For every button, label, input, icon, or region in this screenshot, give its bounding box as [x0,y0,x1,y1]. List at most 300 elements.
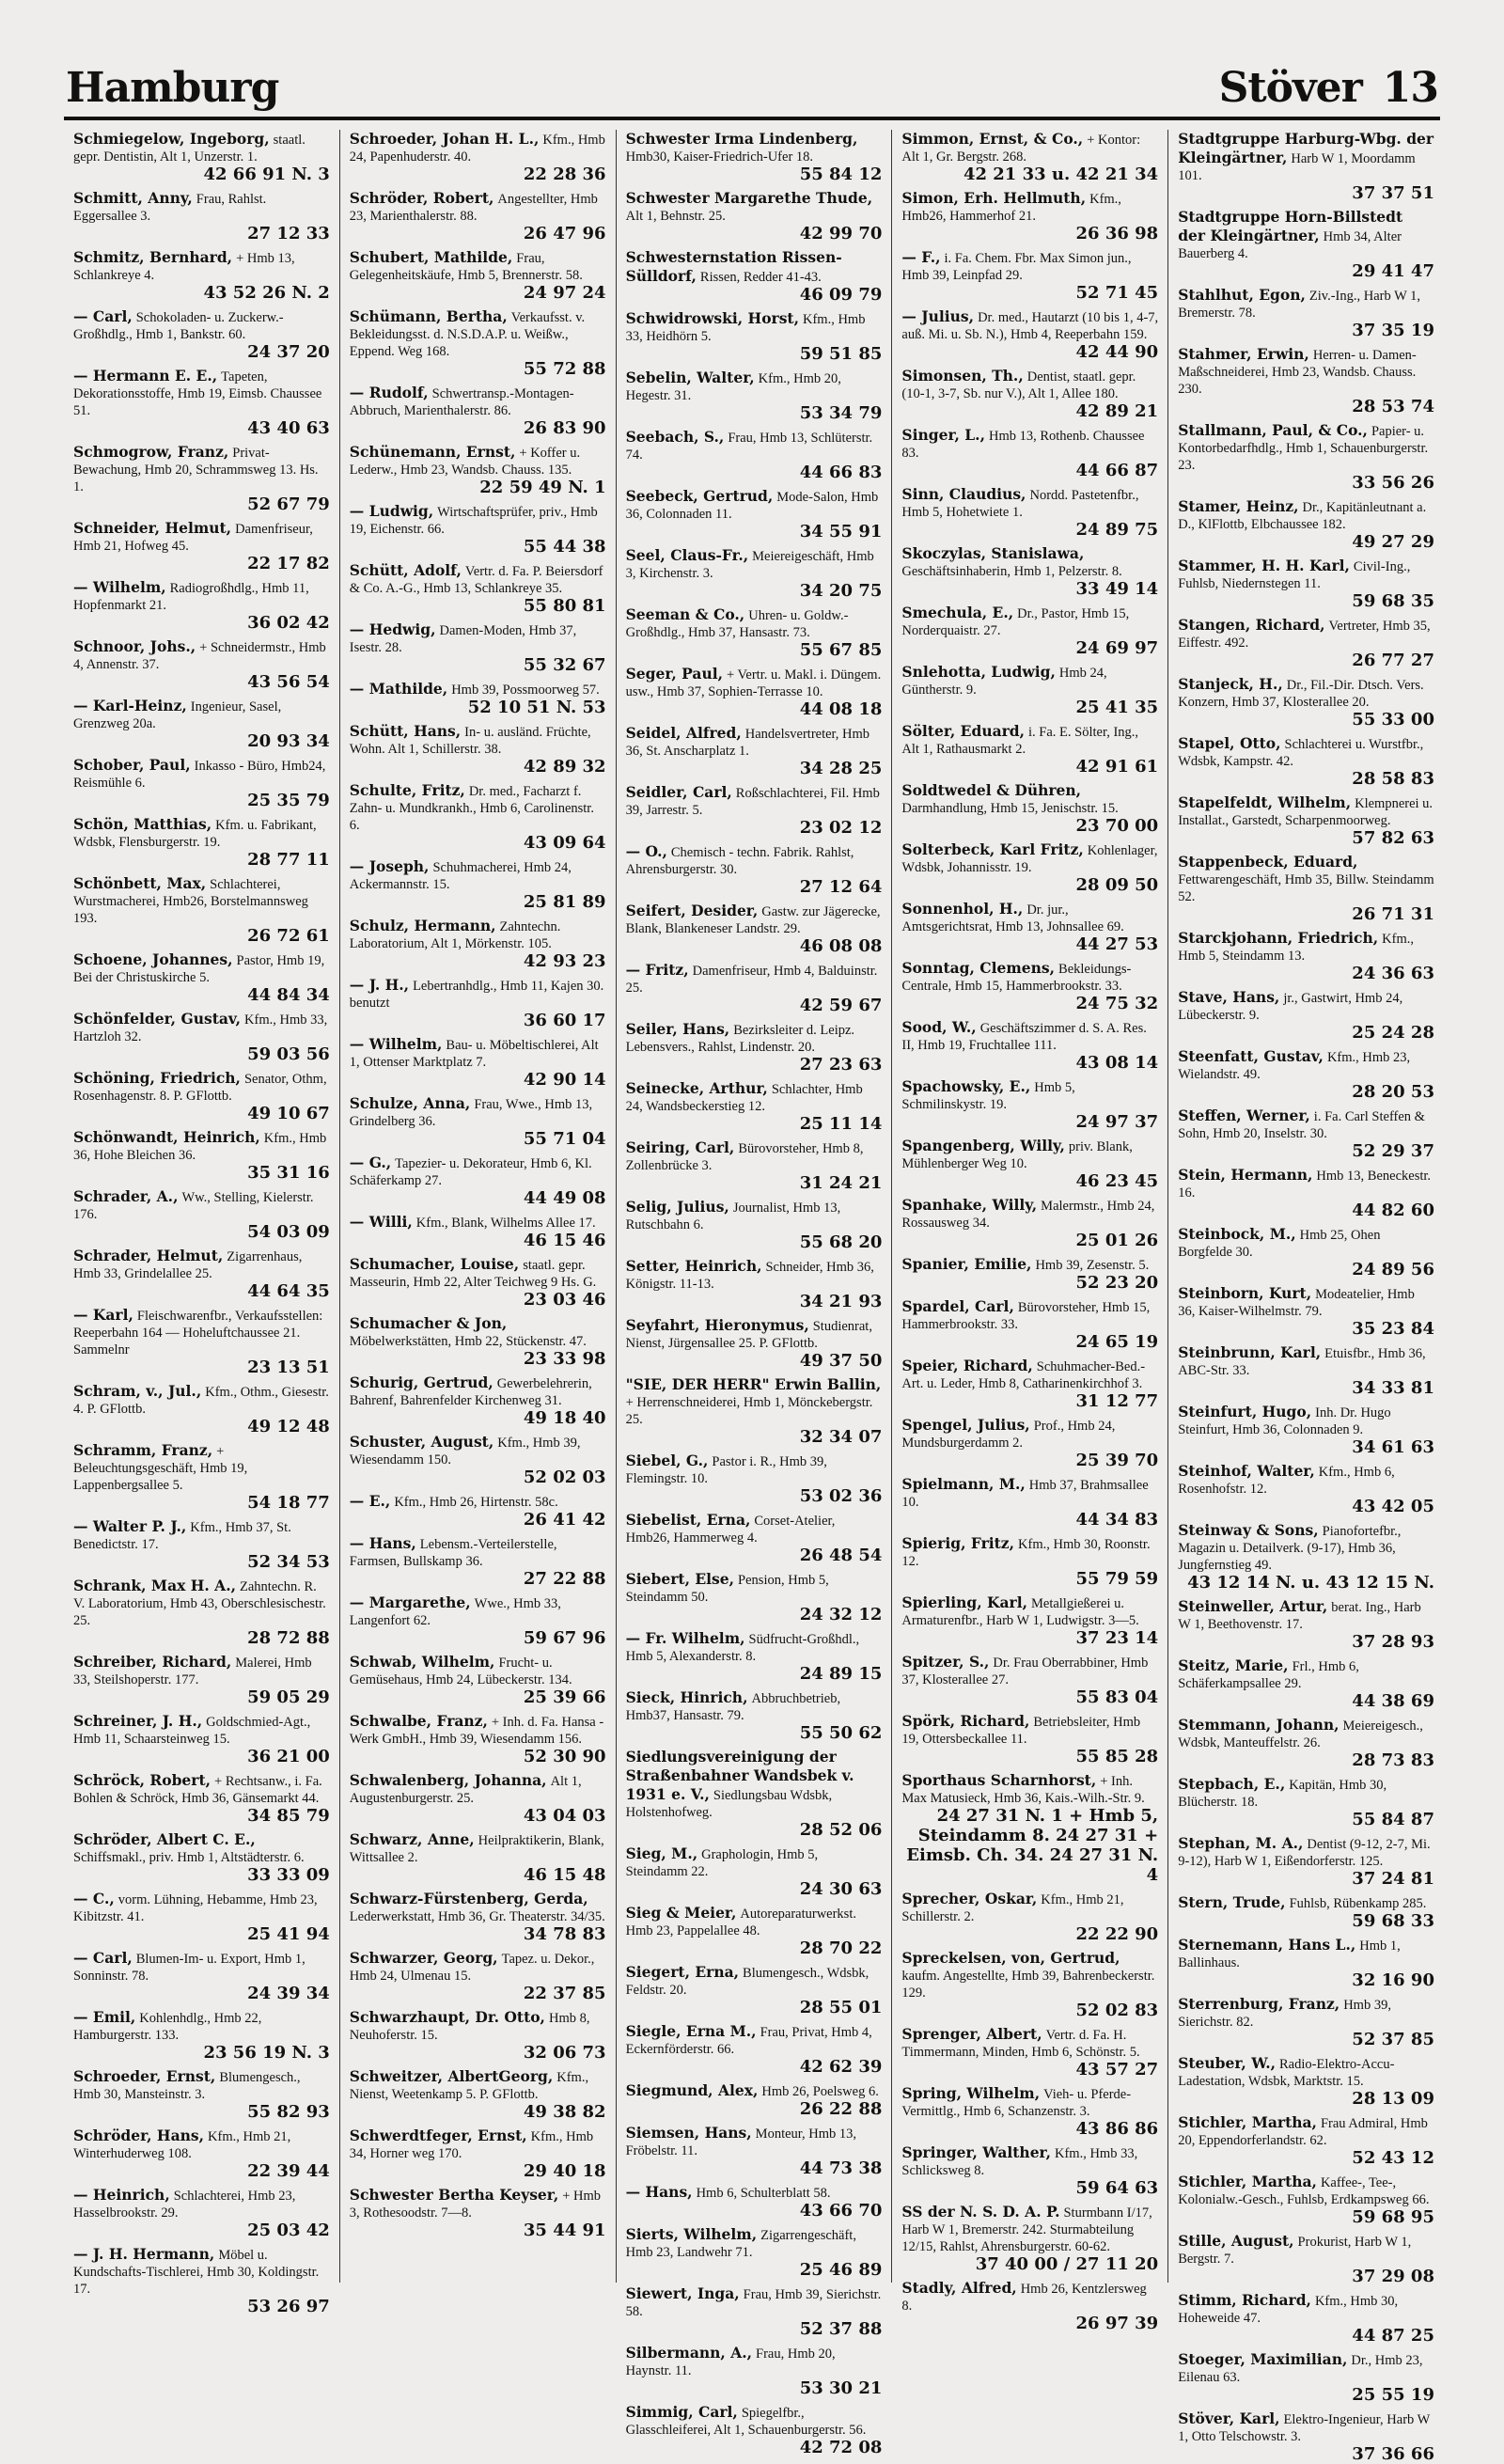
directory-entry [901,1712,1158,1766]
entry-name: Siebert, Else, [625,1570,735,1588]
directory-entry [1178,345,1434,416]
entry-phone: 26 41 42 [523,1510,606,1530]
directory-entry [626,1748,883,1840]
directory-entry [1178,616,1434,670]
entry-name: Steitz, Marie, [1178,1656,1289,1674]
entry-description: Dentist, staatl. gepr. (10-1, 3-7, Sb. nur V.), Alt 1, Allee 180. [901,369,1136,401]
entry-phone: 35 44 91 [523,2221,606,2240]
entry-phone: 55 67 85 [799,640,883,660]
entry-name: Stadtgruppe Horn-Billstedt der Kleingärtner, [1178,208,1403,244]
entry-name: — Ludwig, [349,502,434,520]
entry-phone: 31 12 77 [1075,1391,1159,1411]
directory-column [64,130,340,2316]
entry-description: jr., Gastwirt, Hmb 24, Lübeckerstr. 9. [1178,991,1403,1023]
directory-entry [73,519,330,573]
entry-name: Schröck, Robert, [73,1771,212,1789]
directory-entry [901,2025,1158,2079]
entry-name: Sood, W., [901,1018,977,1036]
entry-description: Damenfriseur, Hmb 21, Hofweg 45. [73,522,313,554]
directory-entry [1178,1597,1434,1652]
entry-phone: 43 86 86 [1075,2119,1159,2139]
entry-name: Schroeder, Ernst, [73,2067,216,2085]
entry-description: + Hmb 3, Rothesoodstr. 7—8. [349,2189,602,2221]
directory-entry [901,1534,1158,1589]
entry-description: Frucht- u. Gemüsehaus, Hmb 24, Lübeckerstr. 134. [349,1656,572,1687]
directory-entry [901,426,1158,480]
entry-name: Seidel, Alfred, [625,724,742,742]
entry-description: Harb W 1, Moordamm 101. [1178,151,1416,183]
entry-phone: 42 66 91 N. 3 [203,165,330,184]
entry-description: Kfm., Hmb 26, Hirtenstr. 58c. [394,1495,558,1510]
directory-entry [626,1316,883,1371]
directory-entry [73,578,330,633]
entry-phone: 55 79 59 [1075,1569,1159,1589]
entry-phone: 26 48 54 [799,1546,883,1565]
entry-description: staatl. gepr. Masseurin, Hmb 22, Alter Teichweg 9 Hs. G. [349,1258,597,1290]
entry-name: Siemsen, Hans, [625,2124,752,2142]
entry-name: Steinbock, M., [1178,1225,1296,1243]
entry-name: Schwarzer, Georg, [349,1949,498,1967]
entry-name: Schönfelder, Gustav, [73,1010,242,1028]
entry-name: — J. H. Hermann, [73,2245,215,2263]
directory-entry [350,2127,606,2181]
entry-phone: 25 81 89 [523,892,606,912]
entry-phone: 25 01 26 [1075,1231,1159,1250]
directory-entry [1178,1834,1434,1889]
entry-name: Schreiner, J. H., [73,1712,203,1730]
entry-description: Bau- u. Möbeltischlerei, Alt 1, Ottenser Marktplatz 7. [349,1038,599,1070]
entry-name: Stallmann, Paul, & Co., [1178,421,1368,439]
entry-phone: 55 84 12 [799,165,883,184]
entry-name: Schümann, Bertha, [349,307,508,325]
entry-description: kaufm. Angestellte, Hmb 39, Bahrenbeckerstr. 129. [901,1969,1155,2001]
directory-entry [1178,1106,1434,1161]
entry-description: Schneider, Hmb 36, Königstr. 11-13. [625,1260,874,1292]
entry-description: Studienrat, Nienst, Jürgensallee 25. P. GFlottb. [625,1319,872,1351]
directory-entry [1178,1716,1434,1770]
directory-entry [350,1154,606,1208]
entry-phone: 28 52 06 [799,1820,883,1840]
entry-phone: 26 71 31 [1352,904,1434,924]
directory-entry [73,2186,330,2240]
entry-phone: 44 66 83 [799,463,883,482]
entry-phone: 55 84 87 [1352,1810,1434,1829]
entry-name: Steinfurt, Hugo, [1178,1403,1312,1420]
directory-entry [350,1314,606,1369]
directory-entry [73,248,330,303]
directory-entry [73,1653,330,1707]
directory-entry [73,2127,330,2181]
entry-phone: 22 37 85 [523,1984,606,2003]
entry-description: Dr. med., Facharzt f. Zahn- u. Mundkrankh., Hmb 6, Carolinenstr. 6. [349,784,594,833]
entry-description: Hmb 6, Schulterblatt 58. [696,2186,831,2201]
directory-entry [350,248,606,303]
entry-description: Hmb 8, Neuhoferstr. 15. [349,2011,590,2043]
entry-description: Mode-Salon, Hmb 36, Colonnaden 11. [625,490,879,522]
directory-entry [1178,793,1434,848]
entry-description: Handelsvertreter, Hmb 36, St. Anscharplatz 1. [625,727,870,759]
entry-description: Lebensm.-Verteilerstelle, Farmsen, Bullskamp 36. [349,1537,557,1569]
entry-name: — J. H., [349,976,410,994]
entry-name: Stahmer, Erwin, [1178,345,1309,363]
directory-entry [73,2008,330,2063]
directory-entry [626,665,883,719]
entry-description: + Rechtsanw., i. Fa. Bohlen & Schröck, Hmb 36, Gänsemarkt 44. [73,1774,322,1806]
entry-name: Seiring, Carl, [625,1138,735,1156]
directory-entry [350,917,606,971]
directory-entry [1178,497,1434,552]
entry-phone: 23 70 00 [1075,816,1159,836]
entry-description: Radiogroßhdlg., Hmb 11, Hopfenmarkt 21. [73,581,309,613]
entry-phone: 25 41 94 [247,1924,330,1944]
entry-name: Setter, Heinrich, [625,1257,762,1275]
entry-description: Graphologin, Hmb 5, Steindamm 22. [625,1847,819,1879]
entry-name: Schurig, Gertrud, [349,1373,494,1391]
directory-entry [626,724,883,778]
entry-description: Rissen, Redder 41-43. [699,270,822,285]
entry-phone: 55 85 28 [1075,1747,1159,1766]
entry-phone: 42 59 67 [799,996,883,1015]
entry-phone: 23 03 46 [523,1290,606,1310]
entry-name: Seyfahrt, Hieronymus, [625,1316,809,1334]
directory-entry [626,487,883,541]
entry-description: Schuhmacher-Bed.-Art. u. Leder, Hmb 8, Catharinenkirchhof 3. [901,1359,1146,1391]
entry-phone: 52 43 12 [1352,2148,1434,2168]
entry-phone: 43 66 70 [799,2201,883,2221]
entry-description: Kfm., Hmb 21, Schillerstr. 2. [901,1892,1124,1924]
entry-description: Ziv.-Ing., Harb W 1, Bremerstr. 78. [1178,289,1421,321]
entry-description: Malerei, Hmb 33, Steilshoperstr. 177. [73,1656,312,1687]
entry-name: Spardel, Carl, [901,1297,1014,1315]
entry-name: Steinbrunn, Karl, [1178,1343,1322,1361]
directory-entry [350,620,606,675]
entry-phone: 44 64 35 [247,1281,330,1301]
directory-entry [1178,1403,1434,1457]
entry-name: Stichler, Martha, [1178,2173,1317,2190]
entry-phone: 26 83 90 [523,418,606,438]
page-number: 13 [1382,64,1438,112]
directory-entry [350,1830,606,1885]
entry-name: Schwester Margarethe Thude, [625,189,873,207]
entry-description: Kfm., Othm., Giesestr. 4. P. GFlottb. [73,1385,329,1417]
entry-description: + Vertr. u. Makl. i. Düngem. usw., Hmb 37, Sophien-Terrasse 10. [625,667,882,699]
entry-phone: 59 64 63 [1075,2178,1159,2198]
entry-phone: 23 13 51 [247,1358,330,1377]
directory-entry [901,1196,1158,1250]
entry-phone: 43 04 03 [523,1806,606,1826]
entry-phone: 22 17 82 [247,554,330,573]
entry-phone: 25 35 79 [247,791,330,810]
entry-phone: 34 33 81 [1352,1378,1434,1398]
entry-phone: 46 08 08 [799,936,883,956]
entry-description: Frl., Hmb 6, Schäferkampsallee 29. [1178,1659,1359,1691]
directory-entry [626,1963,883,2017]
entry-name: Sieg, M., [625,1844,698,1862]
entry-phone: 24 89 56 [1352,1260,1434,1279]
entry-description: i. Fa. Carl Steffen & Sohn, Hmb 20, Inselstr. 30. [1178,1109,1425,1141]
directory-entry [626,428,883,482]
entry-name: Stammer, H. H. Karl, [1178,557,1350,574]
entry-phone: 28 55 01 [799,1998,883,2017]
entry-phone: 24 65 19 [1075,1332,1159,1352]
entry-name: Siewert, Inga, [625,2284,740,2302]
entry-name: Schwalbe, Franz, [349,1712,488,1730]
entry-phone: 28 58 83 [1352,769,1434,789]
entry-phone: 37 23 14 [1075,1628,1159,1648]
entry-name: Stimm, Richard, [1178,2291,1311,2309]
entry-description: + Koffer u. Lederw., Hmb 23, Wandsb. Chauss. 135. [349,446,581,478]
entry-phone: 43 40 63 [247,418,330,438]
entry-name: Spachowsky, E., [901,1077,1031,1095]
entry-phone: 27 12 33 [247,224,330,243]
directory-entry [350,1035,606,1090]
entry-name: Schubert, Mathilde, [349,248,513,266]
entry-name: — Joseph, [349,857,430,875]
directory-entry [73,1010,330,1064]
entry-description: Radio-Elektro-Accu-Ladestation, Wdsbk, Marktstr. 15. [1178,2057,1395,2089]
entry-phone: 28 72 88 [247,1628,330,1648]
directory-entry [901,1653,1158,1707]
directory-entry [901,130,1158,184]
entry-phone: 24 89 75 [1075,520,1159,540]
entry-phone: 44 08 18 [799,699,883,719]
entry-name: — Walter P. J., [73,1517,187,1535]
entry-name: Schram, v., Jul., [73,1382,202,1400]
entry-description: Kaffee-, Tee-, Kolonialw.-Gesch., Fuhlsb, Erdkampsweg 66. [1178,2175,1430,2207]
entry-name: Schuster, August, [349,1433,494,1451]
entry-name: Stoeger, Maximilian, [1178,2350,1348,2368]
entry-description: Dr., Pastor, Hmb 15, Norderquaistr. 27. [901,606,1130,638]
entry-phone: 28 09 50 [1075,875,1159,895]
entry-name: Schwerdtfeger, Ernst, [349,2127,527,2144]
entry-name: Schweitzer, AlbertGeorg, [349,2067,554,2085]
entry-description: Vertr. d. Fa. P. Beiersdorf & Co. A.-G., Hmb 13, Schlankreye 35. [349,564,603,596]
directory-entry [350,1094,606,1149]
entry-phone: 43 56 54 [247,672,330,692]
entry-name: Seebach, S., [625,428,725,446]
entry-description: Hmb 13, Rothenb. Chaussee 83. [901,429,1145,461]
entry-phone: 42 89 32 [523,757,606,777]
directory-entry [901,1475,1158,1530]
entry-name: Stichler, Martha, [1178,2113,1317,2131]
entry-name: Stephan, M. A., [1178,1834,1304,1852]
entry-description: + Hmb 13, Schlankreye 4. [73,251,295,283]
entry-name: Stapelfeldt, Wilhelm, [1178,793,1352,811]
directory-entry [626,130,883,184]
directory-entry [350,1373,606,1428]
entry-phone: 22 39 44 [247,2161,330,2181]
entry-phone: 26 36 98 [1075,224,1159,243]
entry-description: Kfm., Hmb 21, Winterhuderweg 108. [73,2129,291,2161]
entry-phone: 24 89 15 [799,1664,883,1684]
directory-entry [73,2067,330,2122]
directory-column [892,130,1168,2333]
entry-name: Schmitz, Bernhard, [73,248,233,266]
entry-name: Soldtwedel & Dühren, [901,781,1082,799]
entry-phone: 53 30 21 [799,2378,883,2398]
entry-name: Schumacher & Jon, [349,1314,508,1332]
entry-description: Pianofortefbr., Magazin u. Detailverk. (9-17), Hmb 36, Jungfernstieg 49. [1178,1524,1402,1573]
directory-entry [626,2344,883,2398]
entry-phone: 33 33 09 [247,1865,330,1885]
entry-description: Schwertransp.-Montagen-Abbruch, Marienthalerstr. 86. [349,386,574,418]
directory-entry [626,1844,883,1899]
entry-description: Abbruchbetrieb, Hmb37, Hansastr. 79. [625,1691,841,1723]
entry-name: Stanjeck, H., [1178,675,1283,693]
entry-phone: 49 27 29 [1352,532,1434,552]
entry-description: vorm. Lühning, Hebamme, Hmb 23, Kibitzstr. 41. [73,1892,318,1924]
entry-phone: 34 61 63 [1352,1437,1434,1457]
directory-entry [73,1890,330,1944]
directory-entry [626,1570,883,1624]
entry-description: Kfm., Hmb 33, Hartzloh 32. [73,1012,328,1044]
entry-name: Sterrenburg, Franz, [1178,1995,1340,2013]
directory-entry [73,307,330,362]
directory-entry [626,2225,883,2280]
entry-phone: 33 49 14 [1075,579,1159,599]
directory-entry [350,384,606,438]
entry-name: SS der N. S. D. A. P. [901,2203,1060,2221]
entry-name: Schrank, Max H. A., [73,1577,237,1594]
entry-phone: 24 39 34 [247,1984,330,2003]
directory-entry [1178,1893,1434,1931]
entry-name: Sprenger, Albert, [901,2025,1042,2043]
entry-description: Geschäftszimmer d. S. A. Res. II, Hmb 19, Fruchtallee 111. [901,1021,1147,1053]
entry-description: Dr., Hmb 23, Eilenau 63. [1178,2353,1423,2385]
entry-phone: 22 59 49 N. 1 [479,478,606,497]
entry-description: Meiereigeschäft, Hmb 3, Kirchenstr. 3. [625,549,874,581]
entry-phone: 25 39 66 [523,1687,606,1707]
entry-description: + Inh. Max Matusieck, Hmb 36, Kais.-Wilh.-Str. 9. [901,1774,1145,1806]
directory-entry [73,1949,330,2003]
directory-entry [73,815,330,870]
entry-description: Frau, Privat, Hmb 4, Eckernförderstr. 66. [625,2025,872,2057]
entry-name: Sporthaus Scharnhorst, [901,1771,1097,1789]
entry-phone: 28 13 09 [1352,2089,1434,2109]
entry-name: — G., [349,1154,392,1171]
entry-name: Simmon, Ernst, & Co., [901,130,1084,148]
directory-entry [626,605,883,660]
entry-name: Schramm, Franz, [73,1441,213,1459]
entry-phone: 43 57 27 [1075,2060,1159,2079]
entry-name: Schön, Matthias, [73,815,212,833]
entry-phone: 25 03 42 [247,2221,330,2240]
entry-phone: 42 89 21 [1075,401,1159,421]
entry-phone: 28 20 53 [1352,1082,1434,1102]
entry-description: Ww., Stelling, Kielerstr. 176. [73,1190,314,1222]
directory-entry [626,1020,883,1075]
entry-description: Bezirksleiter d. Leipz. Lebensvers., Rahlst, Lindenstr. 20. [625,1023,855,1055]
entry-name: Seel, Claus-Fr., [625,546,749,564]
directory-entry [626,1375,883,1447]
entry-phone: 42 21 33 u. 42 21 34 [963,165,1159,184]
entry-phone: 59 68 35 [1352,591,1434,611]
entry-description: Fleischwarenfbr., Verkaufsstellen: Reeperbahn 164 — Hoheluftchaussee 21. Sammelnr [73,1309,323,1358]
entry-description: i. Fa. E. Sölter, Ing., Alt 1, Rathausmarkt 2. [901,725,1139,757]
entry-description: Wwe., Hmb 33, Langenfort 62. [349,1596,561,1628]
entry-phone: 28 70 22 [799,1938,883,1958]
entry-name: Schönbett, Max, [73,874,207,892]
directory-entry [73,2245,330,2316]
entry-name: Schröder, Robert, [349,189,494,207]
entry-phone: 57 82 63 [1352,828,1434,848]
entry-phone: 25 55 19 [1352,2385,1434,2405]
entry-name: Steinweller, Artur, [1178,1597,1328,1615]
entry-phone: 26 97 39 [1075,2314,1159,2333]
entry-description: Herren- u. Damen-Maßschneiderei, Hmb 23, Wandsb. Chauss. 230. [1178,348,1417,397]
entry-phone: 24 37 20 [247,342,330,362]
directory-entry [1178,2054,1434,2109]
directory-entry [350,561,606,616]
directory-entry [1178,929,1434,983]
directory-entry [626,309,883,364]
directory-entry [901,1771,1158,1885]
entry-phone: 24 69 97 [1075,638,1159,658]
entry-name: — Emil, [73,2008,136,2026]
entry-name: Schulte, Fritz, [349,781,465,799]
entry-phone: 26 47 96 [523,224,606,243]
entry-phone: 44 34 83 [1075,1510,1159,1530]
directory-entry [901,840,1158,895]
entry-name: Stern, Trude, [1178,1893,1286,1911]
entry-phone: 52 30 90 [523,1747,606,1766]
entry-description: Autoreparaturwerkst. Hmb 23, Pappelallee 48. [625,1907,856,1938]
entry-description: Möbel u. Kundschafts-Tischlerei, Hmb 30, Koldingstr. 17. [73,2248,320,2297]
entry-name: Sprecher, Oskar, [901,1890,1038,1907]
entry-description: Lebertranhdlg., Hmb 11, Kajen 30. benutzt [349,979,604,1011]
entry-description: Kfm., Hmb 36, Hohe Bleichen 36. [73,1131,327,1163]
entry-description: Modeatelier, Hmb 36, Kaiser-Wilhelmstr. 79. [1178,1287,1415,1319]
entry-phone: 23 56 19 N. 3 [203,2043,330,2063]
directory-entry [350,2008,606,2063]
entry-phone: 52 37 85 [1352,2030,1434,2049]
entry-phone: 25 41 35 [1075,698,1159,717]
entry-phone: 44 27 53 [1075,934,1159,954]
entry-name: Schwester Irma Lindenberg, [625,130,858,148]
entry-name: Schrader, Helmut, [73,1247,224,1264]
entry-name: — Carl, [73,1949,133,1967]
entry-name: — Hans, [625,2183,693,2201]
entry-phone: 59 67 96 [523,1628,606,1648]
entry-phone: 24 36 63 [1352,964,1434,983]
directory-entry [350,781,606,853]
entry-name: Stapel, Otto, [1178,734,1281,752]
directory-entry [73,189,330,243]
entry-description: Fettwarengeschäft, Hmb 35, Billw. Steindamm 52. [1178,872,1434,904]
entry-phone: 55 71 04 [523,1129,606,1149]
directory-entry [626,961,883,1015]
entry-name: Spierig, Fritz, [901,1534,1015,1552]
entry-phone: 28 73 83 [1352,1750,1434,1770]
entry-name: Schulz, Hermann, [349,917,496,934]
entry-name: Stöver, Karl, [1178,2409,1280,2427]
entry-name: Stein, Hermann, [1178,1166,1313,1184]
directory-entry [73,1771,330,1826]
entry-name: Stangen, Richard, [1178,616,1325,634]
entry-description: Dentist (9-12, 2-7, Mi. 9-12), Harb W 1, Eißendorferstr. 125. [1178,1837,1431,1869]
entry-phone: 24 97 37 [1075,1112,1159,1132]
entry-description: Kfm., Hmb 33, Schlicksweg 8. [901,2146,1138,2178]
entry-description: Hmb 5, Schmilinskystr. 19. [901,1080,1075,1112]
entry-name: Spring, Wilhelm, [901,2084,1041,2102]
entry-description: Journalist, Hmb 13, Rutschbahn 6. [625,1201,841,1232]
entry-phone: 44 66 87 [1075,461,1159,480]
entry-phone: 43 52 26 N. 2 [203,283,330,303]
directory-entry [73,756,330,810]
directory-entry [626,1511,883,1565]
directory-entry [350,502,606,557]
entry-name: Schwesternstation Rissen-Sülldorf, [625,248,842,285]
